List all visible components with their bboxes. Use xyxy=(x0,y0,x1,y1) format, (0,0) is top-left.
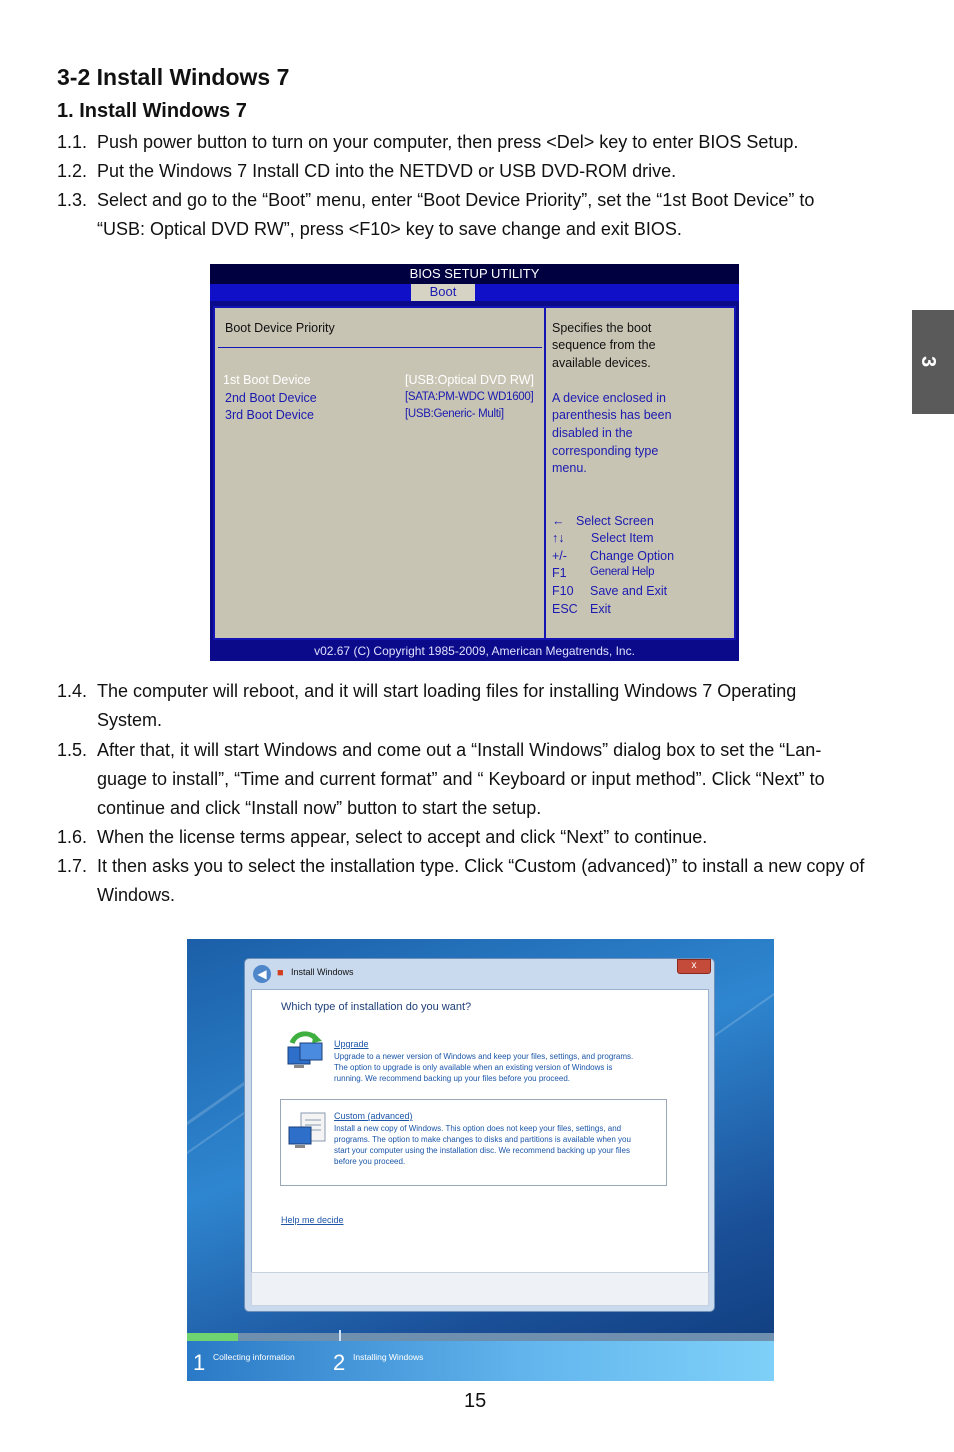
upgrade-icon[interactable] xyxy=(280,1029,330,1079)
bios-help-line: Specifies the boot xyxy=(552,321,652,335)
bios-help-line: menu. xyxy=(552,461,587,475)
bios-help-line: parenthesis has been xyxy=(552,408,672,422)
upgrade-desc-line: The option to upgrade is only available when an existing version of Windows is xyxy=(334,1063,613,1072)
back-arrow-icon[interactable]: ◀ xyxy=(253,965,271,983)
step-1-6: 1.6. When the license terms appear, select to accept and click “Next” to continue. xyxy=(57,827,708,847)
key-change-option: Change Option xyxy=(590,549,675,563)
close-button[interactable]: x xyxy=(677,959,711,974)
key-general-help: General Help xyxy=(590,566,655,578)
boot-device-1-value[interactable]: [USB:Optical DVD RW] xyxy=(405,373,534,387)
step-1-4: 1.4. The computer will reboot, and it will start loading files for installing Windows 7 Operating System. xyxy=(57,681,797,730)
help-me-decide-link[interactable]: Help me decide xyxy=(281,1215,344,1225)
bios-help-line: sequence from the xyxy=(552,338,656,352)
dialog-title: Install Windows xyxy=(291,967,354,977)
bios-help-line: disabled in the xyxy=(552,426,633,440)
custom-install-icon[interactable] xyxy=(283,1109,329,1159)
boot-device-3-label[interactable]: 3rd Boot Device xyxy=(225,408,314,422)
boot-device-1-label[interactable]: 1st Boot Device xyxy=(223,373,311,387)
subsection-heading: 1. Install Windows 7 xyxy=(57,100,247,122)
upgrade-option-title[interactable]: Upgrade xyxy=(334,1039,369,1049)
key-f10: F10 xyxy=(552,584,574,598)
key-plus-minus: +/- xyxy=(552,549,567,563)
stage-1-label: Collecting information xyxy=(213,1352,295,1362)
custom-desc-line: Install a new copy of Windows. This option does not keep your files, settings, and xyxy=(334,1124,622,1133)
bios-section-title[interactable]: Boot Device Priority xyxy=(225,321,335,335)
bios-divider xyxy=(544,306,546,640)
key-up-down-arrows: ↑↓ xyxy=(552,531,565,545)
step-1-2: 1.2. Put the Windows 7 Install CD into the NETDVD or USB DVD-ROM drive. xyxy=(57,161,677,181)
stage-2-label: Installing Windows xyxy=(353,1352,424,1362)
step-1-7: 1.7. It then asks you to select the installation type. Click “Custom (advanced)” to install a new copy of Windows. xyxy=(57,856,865,905)
upgrade-desc-line: Upgrade to a newer version of Windows and keep your files, settings, and programs. xyxy=(334,1052,634,1061)
step-1-1: 1.1. Push power button to turn on your computer, then press <Del> key to enter BIOS Setup. xyxy=(57,132,799,152)
section-heading: 3-2 Install Windows 7 xyxy=(57,64,290,90)
bios-separator xyxy=(218,347,542,348)
bios-tab-boot[interactable]: Boot xyxy=(411,284,475,301)
boot-device-2-value[interactable]: [SATA:PM-WDC WD1600] xyxy=(405,391,534,403)
custom-desc-line: before you proceed. xyxy=(334,1157,406,1166)
key-esc: ESC xyxy=(552,602,578,616)
progress-fill xyxy=(187,1333,238,1341)
installation-question: Which type of installation do you want? xyxy=(281,1001,472,1013)
bios-help-line: corresponding type xyxy=(552,444,659,458)
custom-desc-line: start your computer using the installation disc. We recommend backing up your files xyxy=(334,1146,630,1155)
dialog-button-bar xyxy=(251,1272,709,1306)
stage-1-number: 1 xyxy=(193,1350,206,1375)
key-select-item: Select Item xyxy=(591,531,654,545)
custom-desc-line: programs. The option to make changes to disks and partitions is available when you xyxy=(334,1135,631,1144)
key-f1: F1 xyxy=(552,566,567,580)
step-1-5: 1.5. After that, it will start Windows and come out a “Install Windows” dialog box to set the “Lan- guage to install”, “Time and current format” and “ Keyboard or input method”. Click “Next” to continue and click “Install now” button to start the setup. xyxy=(57,740,825,818)
chapter-tab xyxy=(912,310,954,414)
install-windows-dialog xyxy=(244,958,715,1312)
windows-install-screenshot xyxy=(187,939,774,1381)
setup-stages-bar xyxy=(187,1341,774,1381)
progress-stage-marker xyxy=(339,1330,341,1341)
bios-screenshot xyxy=(210,264,739,661)
bios-help-line: available devices. xyxy=(552,356,651,370)
key-save-exit: Save and Exit xyxy=(590,584,668,598)
page-number: 15 xyxy=(464,1390,487,1412)
setup-progress-bar xyxy=(187,1333,774,1341)
custom-option-title[interactable]: Custom (advanced) xyxy=(334,1111,413,1121)
upgrade-desc-line: running. We recommend backing up your files before you proceed. xyxy=(334,1074,570,1083)
windows-flag-icon: ■ xyxy=(277,967,284,979)
boot-device-2-label[interactable]: 2nd Boot Device xyxy=(225,391,317,405)
key-exit: Exit xyxy=(590,602,611,616)
bios-help-line: A device enclosed in xyxy=(552,391,666,405)
step-1-3: 1.3. Select and go to the “Boot” menu, enter “Boot Device Priority”, set the “1st Boot Device” to “USB: Optical DVD RW”, press <F10> key to save change and exit BIOS. xyxy=(57,190,815,239)
key-left-arrow: ← xyxy=(552,514,565,528)
bios-title: BIOS SETUP UTILITY xyxy=(210,264,739,284)
stage-2-number: 2 xyxy=(333,1350,346,1375)
chapter-number: 3 xyxy=(917,355,940,368)
key-select-screen: Select Screen xyxy=(576,514,654,528)
bios-footer: v02.67 (C) Copyright 1985-2009, American Megatrends, Inc. xyxy=(210,641,739,661)
boot-device-3-value[interactable]: [USB:Generic- Multi] xyxy=(405,408,504,420)
